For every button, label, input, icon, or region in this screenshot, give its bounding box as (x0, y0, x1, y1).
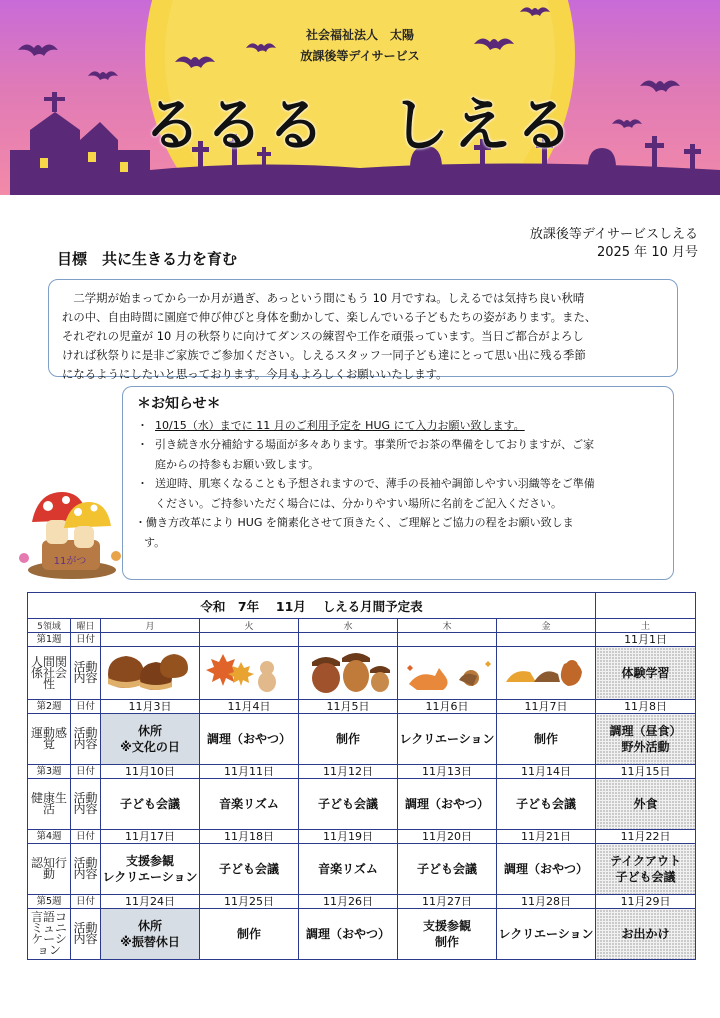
date-cell (200, 633, 299, 647)
date-cell: 11月19日 (299, 830, 398, 844)
activity-row (28, 909, 696, 960)
domain-cell: 運動感覚 (28, 714, 71, 765)
activity-cell: 調理（おやつ） (398, 779, 497, 830)
activity-label: 活動内容 (71, 779, 101, 830)
activity-cell: 子ども会議 (398, 844, 497, 895)
date-label: 日付 (71, 830, 101, 844)
date-cell: 11月13日 (398, 765, 497, 779)
issuer-name: 放課後等デイサービスしえる (529, 227, 698, 242)
activity-cell (200, 647, 299, 700)
week-label: 第2週 (28, 700, 71, 714)
bullet: ・ (137, 477, 148, 490)
weekday-fri: 金 (497, 619, 596, 633)
date-row (28, 700, 696, 714)
activity-cell: 制作 (200, 909, 299, 960)
weekday-thu: 木 (398, 619, 497, 633)
schedule-title: 令和 7年 11月 しえる月間予定表 (28, 593, 596, 619)
notice-item (135, 435, 661, 474)
notice-text: 引き続き水分補給する場面が多々あります。事業所でお茶の準備をしておりますが、ご家 (155, 438, 595, 451)
activity-label: 活動内容 (71, 714, 101, 765)
date-cell (299, 633, 398, 647)
goal-heading: 目標 共に生きる力を育む (57, 250, 238, 268)
week-label: 第4週 (28, 830, 71, 844)
header-banner (0, 0, 720, 195)
domain-cell: 人間関係社会性 (28, 647, 71, 700)
notice-text: ください。ご持参いただく場合には、分かりやすい場所に名前をご記入ください。 (155, 496, 562, 510)
notice-list (135, 416, 661, 514)
activity-cell: 子ども会議 (299, 779, 398, 830)
activity-cell: お出かけ (596, 909, 696, 960)
notice-text: 10/15（水）までに 11 月のご利用予定を HUG にて入力お願い致します。 (155, 418, 525, 432)
date-cell: 11月10日 (101, 765, 200, 779)
weekday-header: 曜日 (71, 619, 101, 633)
date-cell: 11月5日 (299, 700, 398, 714)
date-cell: 11月22日 (596, 830, 696, 844)
domain-header: 5領域 (28, 619, 71, 633)
intro-line: ければ秋祭りに是非ご家族でご参加ください。しえるスタッフ一同子ども達にとって思い出に残る季節 (62, 348, 586, 362)
monthly-schedule-table (27, 592, 696, 960)
date-cell: 11月20日 (398, 830, 497, 844)
activity-label: 活動内容 (71, 647, 101, 700)
date-cell (497, 633, 596, 647)
date-cell (398, 633, 497, 647)
domain-cell: 認知行動 (28, 844, 71, 895)
activity-cell: レクリエーション (497, 909, 596, 960)
intro-line: になるようにしたいと思っております。今月もよろしくお願いいたします。 (62, 367, 448, 381)
activity-label: 活動内容 (71, 909, 101, 960)
date-cell: 11月4日 (200, 700, 299, 714)
date-cell: 11月25日 (200, 895, 299, 909)
fox-icon (399, 648, 495, 694)
notice-text: 庭からの持参もお願い致します。 (155, 457, 320, 471)
bullet: ・ (137, 418, 148, 432)
week-label: 第5週 (28, 895, 71, 909)
notice-text: 送迎時、肌寒くなることも予想されますので、薄手の長袖や調節しやすい羽織等をご準備 (155, 477, 595, 490)
activity-cell (299, 647, 398, 700)
weekday-tue: 火 (200, 619, 299, 633)
activity-cell: 音楽リズム (200, 779, 299, 830)
activity-cell: 支援参観 レクリエーション (101, 844, 200, 895)
activity-cell (497, 647, 596, 700)
date-cell: 11月27日 (398, 895, 497, 909)
activity-cell: 調理（おやつ） (200, 714, 299, 765)
intro-box (48, 279, 678, 381)
date-label: 日付 (71, 633, 101, 647)
week-label: 第1週 (28, 633, 71, 647)
bullet: ・ (137, 438, 148, 451)
date-cell: 11月14日 (497, 765, 596, 779)
weekday-wed: 水 (299, 619, 398, 633)
domain-cell: 言語コミュニケーション (28, 909, 71, 960)
date-row (28, 830, 696, 844)
date-cell: 11月15日 (596, 765, 696, 779)
notice-title: ＊お知らせ＊ (137, 396, 221, 412)
date-cell: 11月7日 (497, 700, 596, 714)
date-cell: 11月29日 (596, 895, 696, 909)
activity-cell: 外食 (596, 779, 696, 830)
activity-cell: 子ども会議 (200, 844, 299, 895)
activity-cell: 体験学習 (596, 647, 696, 700)
date-cell: 11月26日 (299, 895, 398, 909)
intro-line: れの中、自由時間に園庭で伸び伸びと身体を動かして、楽しんでいる子どもたちの姿があります。また、 (62, 310, 597, 324)
date-cell: 11月3日 (101, 700, 200, 714)
maple-leaf-icon (201, 648, 297, 694)
date-cell: 11月18日 (200, 830, 299, 844)
date-row (28, 633, 696, 647)
date-cell: 11月11日 (200, 765, 299, 779)
activity-cell: 調理（おやつ） (497, 844, 596, 895)
acorn-icon (300, 648, 396, 694)
org-name: 社会福祉法人 太陽 (305, 28, 414, 42)
date-cell: 11月28日 (497, 895, 596, 909)
activity-cell: 子ども会議 (497, 779, 596, 830)
activity-row (28, 779, 696, 830)
mushroom-caption: 11がつ (53, 556, 87, 567)
activity-cell: 制作 (299, 714, 398, 765)
activity-cell: テイクアウト 子ども会議 (596, 844, 696, 895)
schedule-weeks (28, 633, 696, 960)
date-cell: 11月21日 (497, 830, 596, 844)
activity-cell: 調理（昼食） 野外活動 (596, 714, 696, 765)
newsletter-title: るるる しえる (142, 91, 577, 159)
date-row (28, 765, 696, 779)
issue-date: 2025 年 10 月号 (596, 245, 698, 260)
notice-text: す。 (144, 535, 166, 549)
chestnut-icon (102, 648, 198, 694)
activity-cell: 音楽リズム (299, 844, 398, 895)
notice-item (135, 416, 661, 436)
date-cell: 11月8日 (596, 700, 696, 714)
notice-box (122, 386, 674, 580)
activity-label: 活動内容 (71, 844, 101, 895)
date-label: 日付 (71, 765, 101, 779)
service-type: 放課後等デイサービス (300, 49, 420, 63)
date-cell: 11月24日 (101, 895, 200, 909)
date-cell: 11月12日 (299, 765, 398, 779)
date-cell: 11月1日 (596, 633, 696, 647)
activity-cell: 調理（おやつ） (299, 909, 398, 960)
squirrel-icon (498, 648, 594, 694)
intro-line: それぞれの児童が 10 月の秋祭りに向けてダンスの練習や工作を頑張っています。当日ご都合がよろし (62, 329, 584, 343)
activity-cell: 制作 (497, 714, 596, 765)
notice-item (135, 474, 661, 513)
intro-line: 二学期が始まってから一か月が過ぎ、あっという間にもう 10 月ですね。しえるでは気持ち良い秋晴 (62, 291, 585, 305)
activity-row (28, 714, 696, 765)
domain-cell: 健康生活 (28, 779, 71, 830)
activity-cell: 休所 ※振替休日 (101, 909, 200, 960)
weekday-mon: 月 (101, 619, 200, 633)
activity-cell: 子ども会議 (101, 779, 200, 830)
activity-cell: 支援参観 制作 (398, 909, 497, 960)
date-row (28, 895, 696, 909)
mushroom-icon (12, 478, 124, 580)
week-label: 第3週 (28, 765, 71, 779)
date-label: 日付 (71, 895, 101, 909)
activity-cell (398, 647, 497, 700)
weekday-sat: 土 (596, 619, 696, 633)
date-cell: 11月6日 (398, 700, 497, 714)
activity-row (28, 844, 696, 895)
activity-cell (101, 647, 200, 700)
activity-cell: 休所 ※文化の日 (101, 714, 200, 765)
activity-cell: レクリエーション (398, 714, 497, 765)
empty-cell (596, 593, 696, 619)
activity-row (28, 647, 696, 700)
notice-text: ・働き方改革により HUG を簡素化させて頂きたく、ご理解とご協力の程をお願い致しま (135, 516, 574, 529)
date-label: 日付 (71, 700, 101, 714)
date-cell: 11月17日 (101, 830, 200, 844)
date-cell (101, 633, 200, 647)
